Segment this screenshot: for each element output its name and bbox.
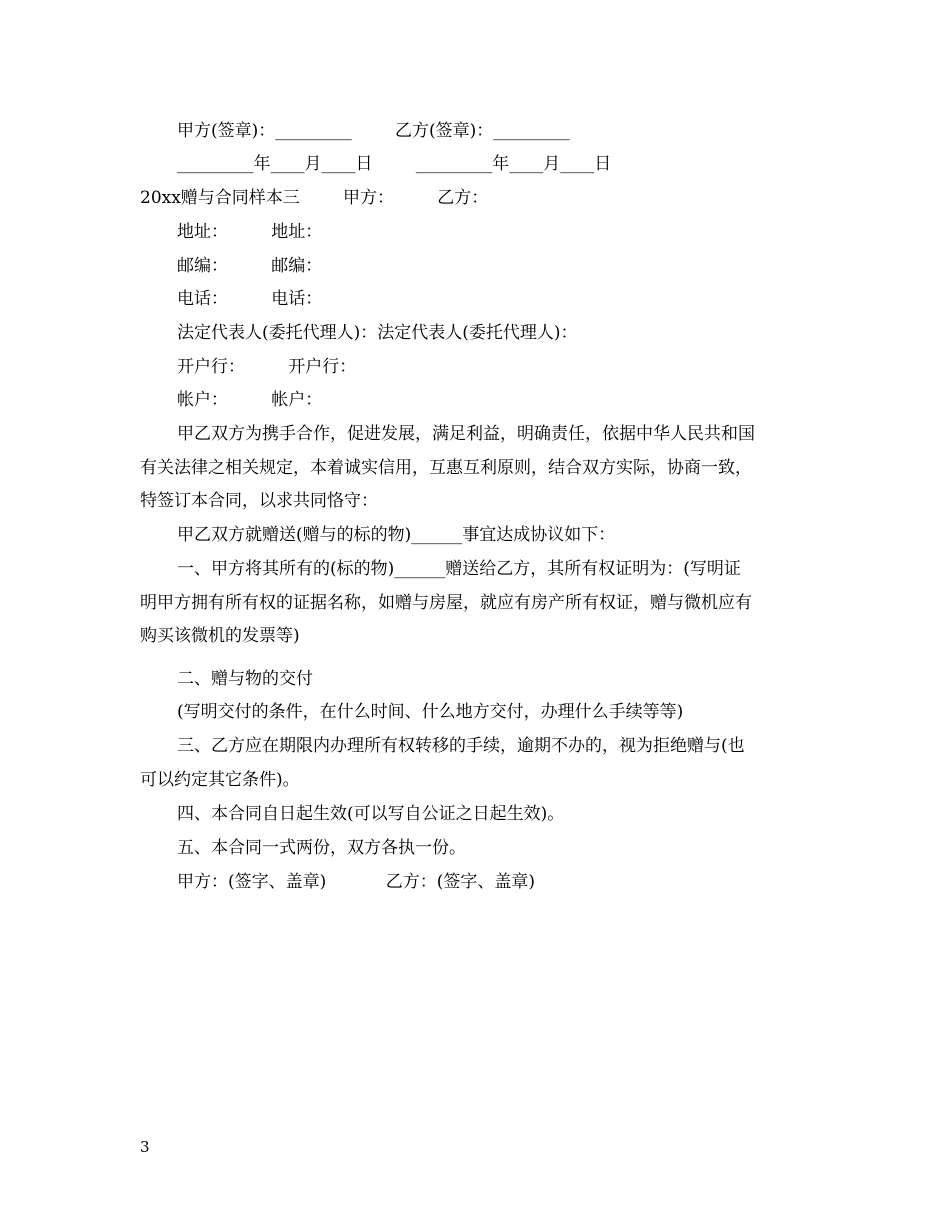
agreement-intro: 甲乙双方就赠送(赠与的标的物)______事宜达成协议如下： [177, 525, 616, 545]
page-number: 3 [140, 1138, 150, 1156]
legal-representative-line: 法定代表人(委托代理人)：法定代表人(委托代理人)： [177, 323, 578, 343]
clause-5: 五、本合同一式两份，双方各执一份。 [177, 838, 466, 858]
bank-line: 开户行： 开户行： [177, 357, 357, 377]
clause-2-title: 二、赠与物的交付 [177, 669, 313, 689]
account-line: 帐户： 帐户： [177, 390, 323, 410]
phone-line: 电话： 电话： [177, 289, 323, 309]
clause-2-body: (写明交付的条件，在什么时间、什么地方交付，办理什么手续等等) [177, 702, 684, 722]
postcode-line: 邮编： 邮编： [177, 256, 323, 276]
preamble-line-3: 特签订本合同，以求共同恪守： [140, 491, 378, 511]
contract-title-line: 20xx赠与合同样本三 甲方： 乙方： [140, 188, 489, 208]
clause-1-line-3: 购买该微机的发票等) [140, 626, 300, 646]
signature-line-seal: 甲方(签章)：_________ 乙方(签章)：_________ [177, 121, 570, 141]
clause-1-line-2: 明甲方拥有所有权的证据名称，如赠与房屋，就应有房产所有权证，赠与微机应有 [140, 593, 752, 613]
preamble-line-2: 有关法律之相关规定，本着诚实信用，互惠互利原则，结合双方实际，协商一致， [140, 458, 752, 478]
final-signature-line: 甲方：(签字、盖章) 乙方：(签字、盖章) [177, 872, 535, 892]
clause-3-line-1: 三、乙方应在期限内办理所有权转移的手续，逾期不办的，视为拒绝赠与(也 [177, 736, 745, 756]
clause-1-line-1: 一、甲方将其所有的(标的物)______赠送给乙方，其所有权证明为：(写明证 [177, 559, 741, 579]
clause-4: 四、本合同自日起生效(可以写自公证之日起生效)。 [177, 804, 565, 824]
clause-3-line-2: 可以约定其它条件)。 [140, 770, 300, 790]
address-line: 地址： 地址： [177, 222, 323, 242]
signature-date-line: _________年____月____日 _________年____月____日 [177, 154, 612, 174]
preamble-line-1: 甲乙双方为携手合作，促进发展，满足利益，明确责任，依据中华人民共和国 [177, 424, 755, 444]
